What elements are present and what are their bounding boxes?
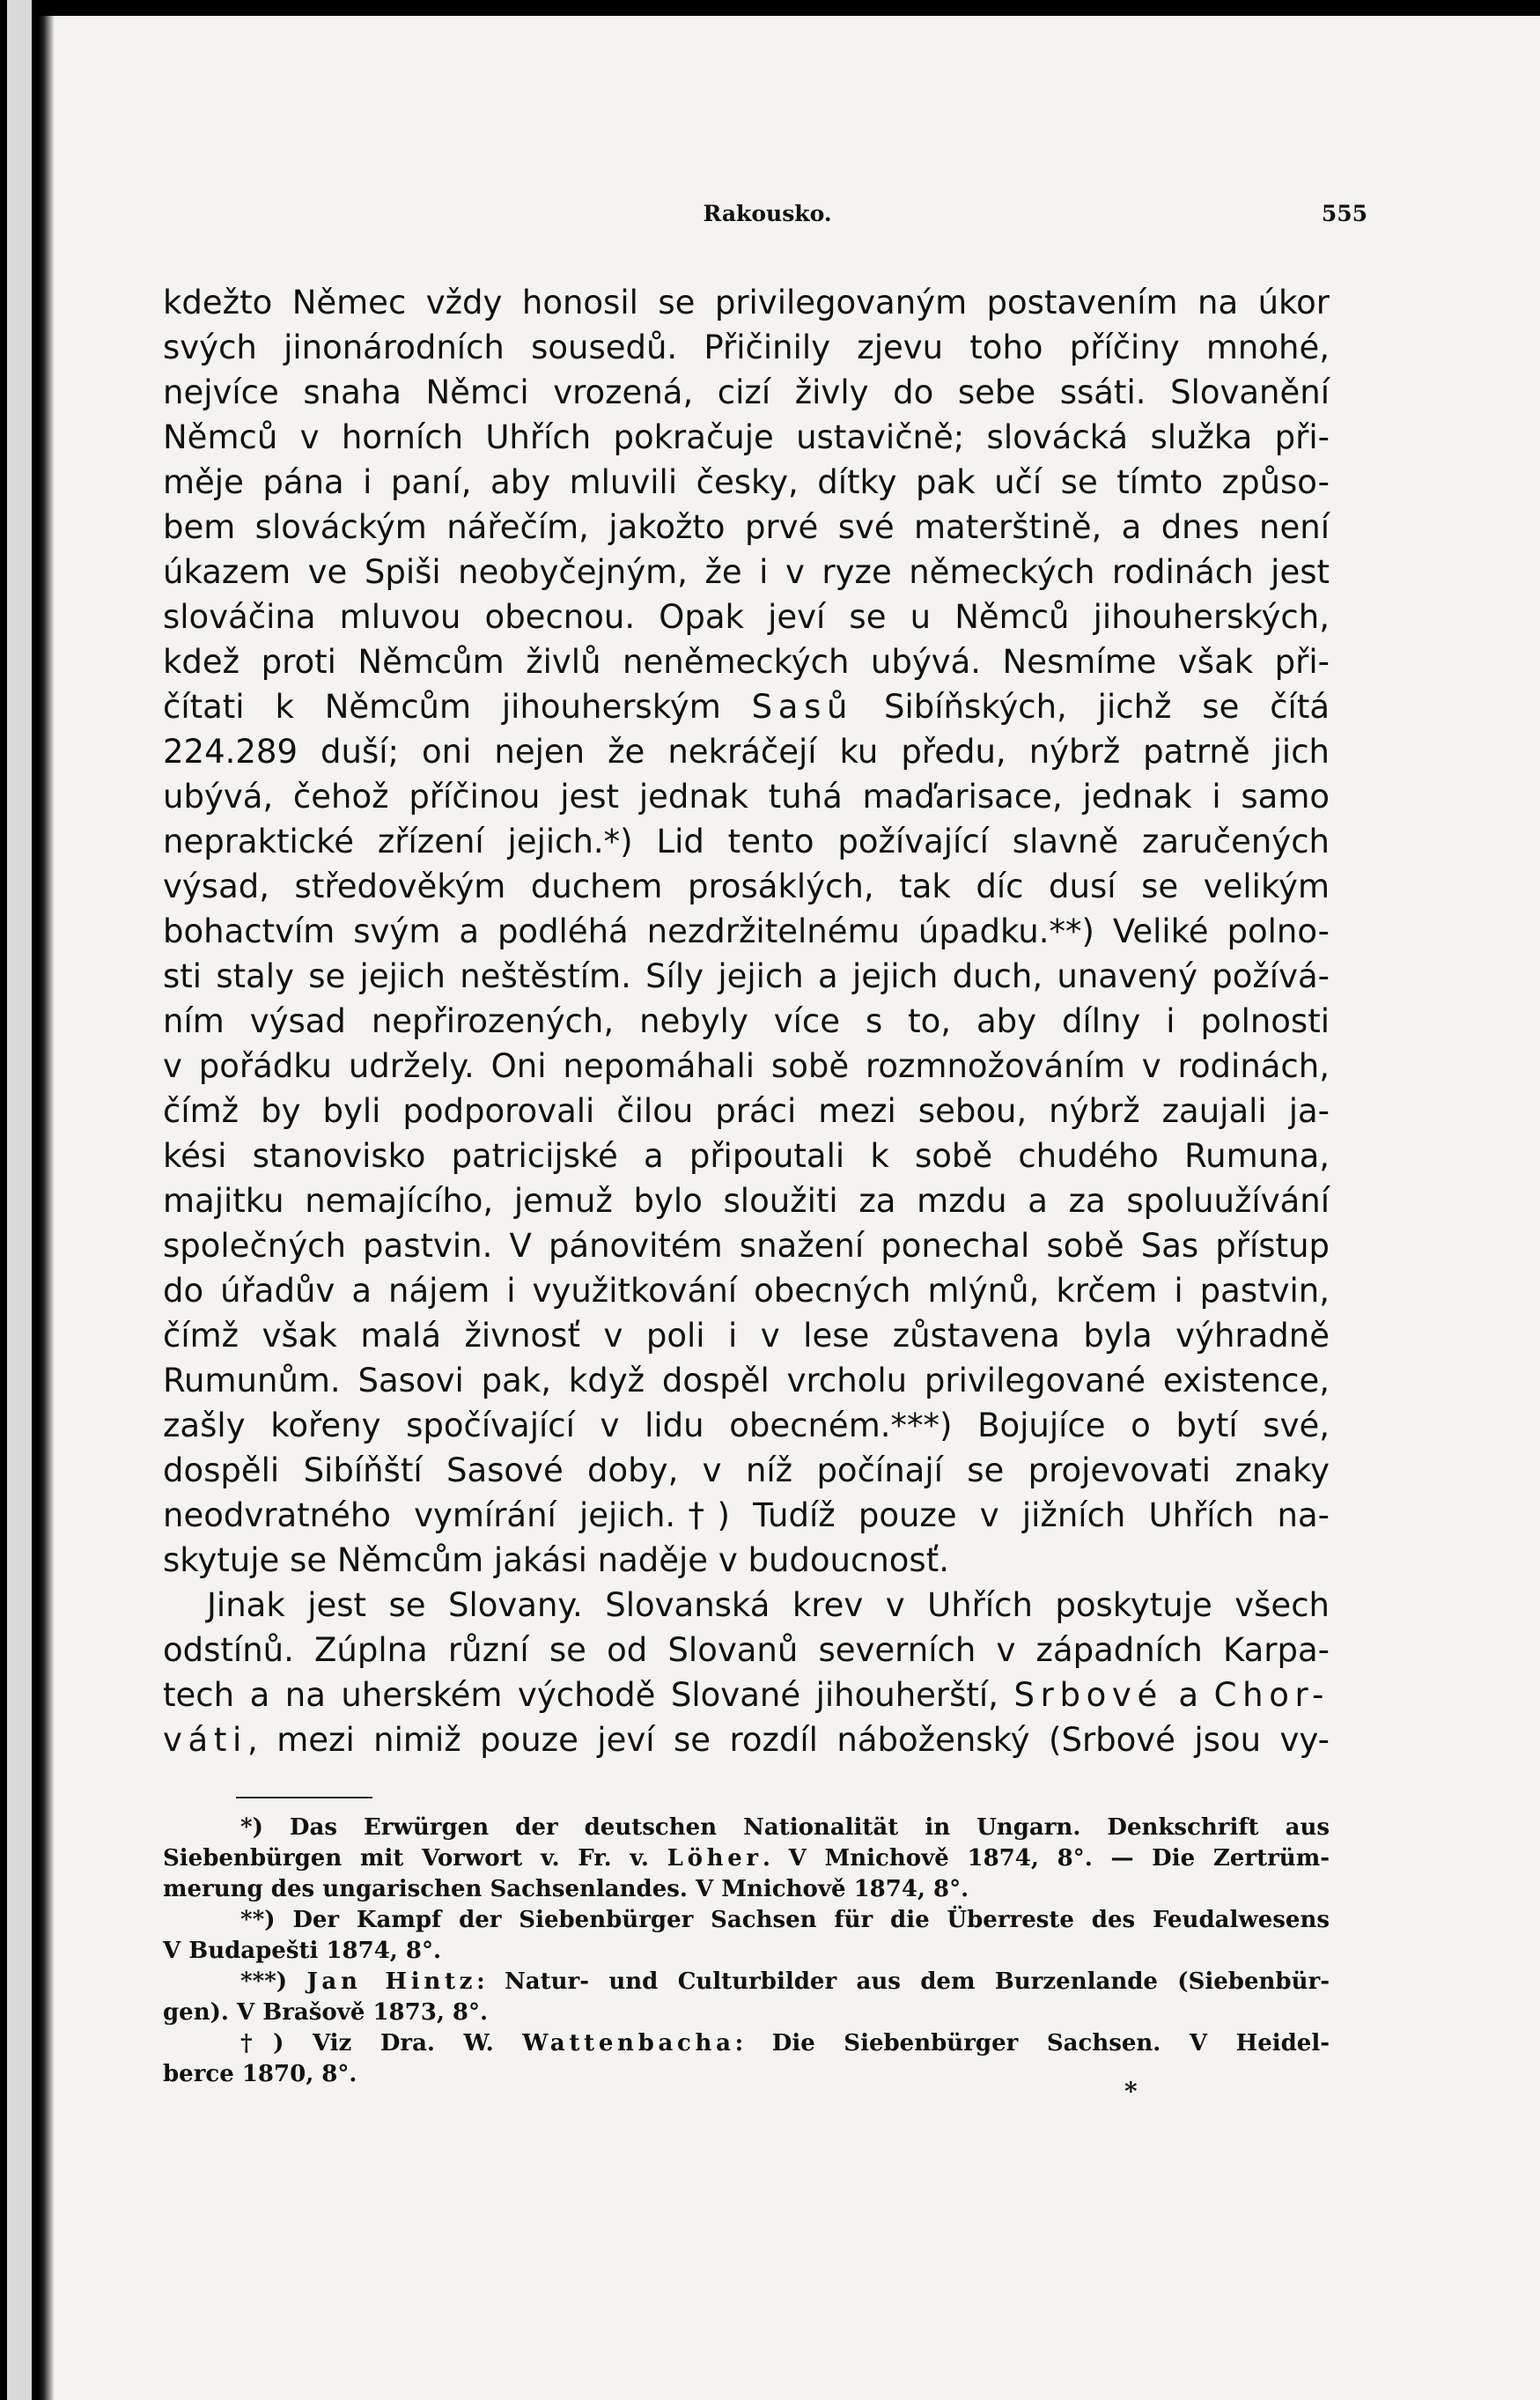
text-segment: tech a na uherském východě Slované jihouherští,	[163, 1676, 1014, 1714]
text-line: bem slováckým nářečím, jakožto prvé své materštině, a dnes není	[163, 508, 1330, 546]
footnote-2-line: **) Der Kampf der Siebenbürger Sachsen für die Überreste des Feudalwesens	[240, 1907, 1330, 1933]
text-segment: Sibíňských, jichž se čítá	[853, 688, 1330, 726]
book-page	[35, 16, 1540, 2400]
text-line: nejvíce snaha Němci vrozená, cizí živly do sebe ssáti. Slovanění	[163, 373, 1330, 411]
text-line: výsad, středověkým duchem prosáklých, tak díc dusí se velikým	[163, 868, 1330, 905]
text-line: odstínů. Zúplna různí se od Slovanů severních v západních Karpa-	[163, 1631, 1330, 1669]
text-line: slováčina mluvou obecnou. Opak jeví se u Němců jihouherských,	[163, 598, 1330, 636]
footnote-1-line	[163, 1843, 1330, 1874]
text-line: majitku nemajícího, jemuž bylo sloužiti za mzdu a za spoluužívání	[163, 1182, 1330, 1220]
text-line: zašly kořeny spočívající v lidu obecném.***) Bojujíce o bytí své,	[163, 1407, 1330, 1444]
text-line: úkazem ve Spiši neobyčejným, že i v ryze německých rodinách jest	[163, 553, 1330, 591]
spaced-name-sasu: Sasů	[751, 688, 854, 726]
footnote-3-line	[163, 1967, 1330, 1998]
author-name-loher: Löher	[667, 1845, 763, 1872]
spaced-name-srbove: Srbové	[1013, 1676, 1163, 1714]
text-line: ním výsad nepřirozených, nebyly více s to, aby dílny i polnosti	[163, 1002, 1330, 1040]
spaced-name-chorvati: Chor-	[1213, 1676, 1330, 1714]
spaced-name-chorvati-end: váti	[163, 1721, 247, 1759]
text-line: kési stanovisko patricijské a připoutali k sobě chudého Rumuna,	[163, 1137, 1330, 1175]
text-line: sti staly se jejich neštěstím. Síly jejich a jejich duch, unavený požívá-	[163, 957, 1330, 995]
text-line: kdež proti Němcům živlů neněmeckých ubývá. Nesmíme však při-	[163, 643, 1330, 681]
text-line	[163, 1673, 1330, 1717]
footnote-4-line	[163, 2028, 1330, 2059]
text-segment: a	[1162, 1676, 1214, 1714]
text-line: neodvratného vymírání jejich.†) Tudíž pouze v jižních Uhřích na-	[163, 1496, 1330, 1534]
footnote-1-line: merung des ungarischen Sachsenlandes. V Mnichově 1874, 8°.	[163, 1876, 969, 1902]
text-segment: †) Viz Dra. W.	[240, 2030, 523, 2057]
stray-asterisk-mark: *	[1124, 2077, 1138, 2106]
author-name-wattenbach: Wattenbacha	[522, 2030, 735, 2057]
author-name-hintz: Jan Hintz	[306, 1968, 477, 1995]
footnote-2-line: V Budapešti 1874, 8°.	[163, 1938, 442, 1964]
text-line: Němců v horních Uhřích pokračuje ustavičně; slovácká služka při-	[163, 418, 1330, 456]
text-segment: , mezi nimiž pouze jeví se rozdíl náboženský (Srbové jsou vy-	[247, 1721, 1330, 1759]
text-segment: . V Mnichově 1874, 8°. — Die Zertrüm-	[762, 1845, 1330, 1872]
text-line	[163, 684, 1330, 729]
page-number: 555	[1321, 201, 1367, 226]
text-segment: čítati k Němcům jihouherským	[163, 688, 752, 726]
text-line: čímž by byli podporovali čilou práci mezi sebou, nýbrž zaujali ja-	[163, 1092, 1330, 1130]
text-line: čímž však malá živnosť v poli i v lese zůstavena byla výhradně	[163, 1317, 1330, 1355]
text-line: nepraktické zřízení jejich.*) Lid tento požívající slavně zaručených	[163, 823, 1330, 860]
left-page-edge	[0, 0, 35, 2400]
paragraph-start-line: Jinak jest se Slovany. Slovanská krev v Uhřích poskytuje všech	[207, 1586, 1330, 1624]
main-text	[163, 280, 1330, 1762]
footnotes	[163, 1813, 1330, 2090]
text-line: ubývá, čehož příčinou jest jednak tuhá maďarisace, jednak i samo	[163, 778, 1330, 816]
text-segment: : Natur- und Culturbilder aus dem Burzenlande (Siebenbür-	[476, 1968, 1330, 1995]
text-line: v pořádku udržely. Oni nepomáhali sobě rozmnožováním v rodinách,	[163, 1047, 1330, 1085]
text-line: svých jinonárodních sousedů. Přičinily zjevu toho příčiny mnohé,	[163, 329, 1330, 366]
text-line: měje pána i paní, aby mluvili česky, dítky pak učí se tímto způso-	[163, 463, 1330, 501]
text-line: Rumunům. Sasovi pak, když dospěl vrcholu privilegované existence,	[163, 1362, 1330, 1399]
text-line: bohactvím svým a podléhá nezdržitelnému úpadku.**) Veliké polno-	[163, 912, 1330, 950]
footnote-1-line: *) Das Erwürgen der deutschen Nationalität in Ungarn. Denkschrift aus	[240, 1814, 1330, 1841]
text-segment: Siebenbürgen mit Vorwort v. Fr. v.	[163, 1845, 667, 1872]
text-segment: ***)	[240, 1968, 307, 1995]
text-segment: : Die Siebenbürger Sachsen. V Heidel-	[734, 2030, 1330, 2057]
text-line: 224.289 duší; oni nejen že nekráčejí ku předu, nýbrž patrně jich	[163, 733, 1330, 771]
paragraph-end-line: skytuje se Němcům jakási naděje v budoucnosť.	[163, 1541, 949, 1579]
footnote-3-line: gen). V Brašově 1873, 8°.	[163, 1999, 489, 2026]
text-line: dospěli Sibíňští Sasové doby, v níž počínají se projevovati znaky	[163, 1451, 1330, 1489]
text-line: do úřadův a nájem i využitkování obecných mlýnů, krčem i pastvin,	[163, 1272, 1330, 1310]
running-title: Rakousko.	[703, 201, 832, 226]
text-line: kdežto Němec vždy honosil se privilegovaným postavením na úkor	[163, 284, 1330, 321]
text-line: společných pastvin. V pánovitém snažení ponechal sobě Sas přístup	[163, 1227, 1330, 1265]
footnote-divider	[236, 1797, 372, 1798]
text-line	[163, 1717, 1330, 1762]
footnote-4-line: berce 1870, 8°.	[163, 2061, 357, 2087]
page-header	[167, 201, 1367, 236]
